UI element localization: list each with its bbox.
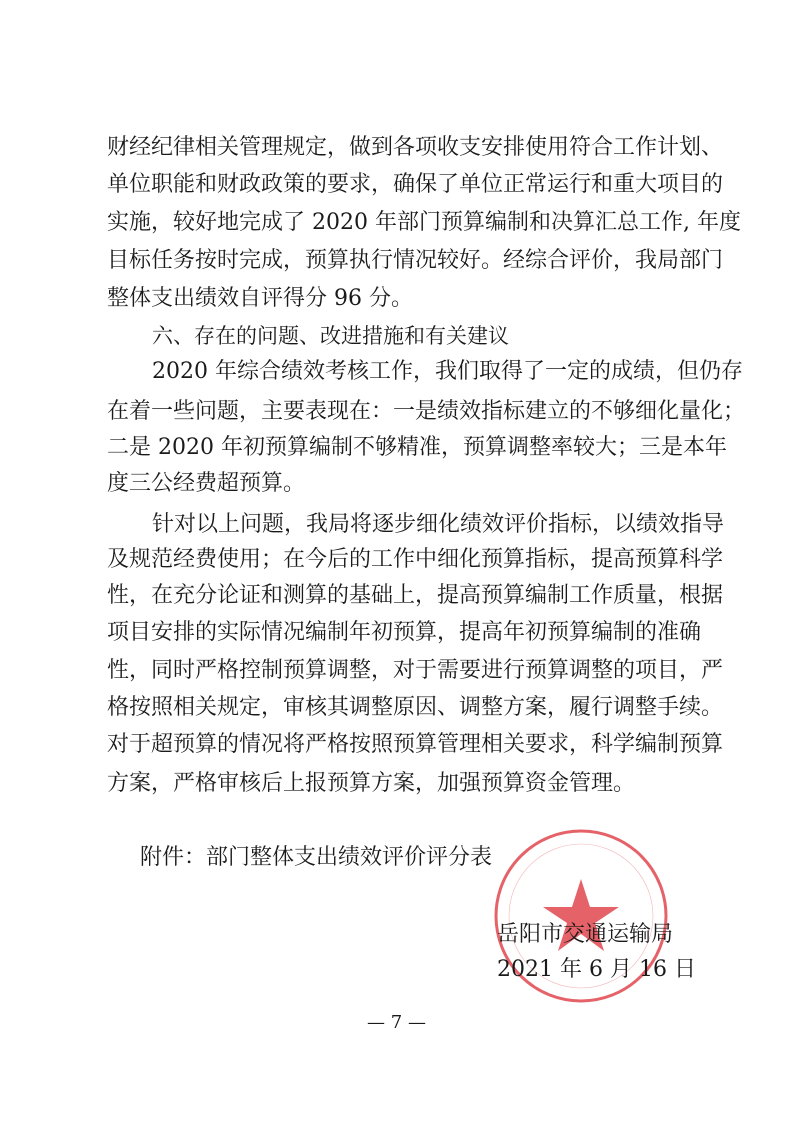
text-line: 财经纪律相关管理规定，做到各项收支安排使用符合工作计划、 [107,135,724,160]
text-line: 在着一些问题，主要表现在：一是绩效指标建立的不够细化量化； [107,399,746,424]
text-line: 实施，较好地完成了 2020 年部门预算编制和决算汇总工作, 年度 [107,210,741,235]
text-line: 格按照相关规定，审核其调整原因、调整方案，履行调整手续。 [107,695,724,720]
attachment-note: 附件：部门整体支出绩效评价评分表 [140,845,493,870]
text-line: 及规范经费使用；在今后的工作中细化预算指标，提高预算科学 [107,547,724,572]
text-line: 度三公经费超预算。 [107,471,306,496]
text-line: 2020 年综合绩效考核工作，我们取得了一定的成绩，但仍存 [152,359,743,384]
text-line: 单位职能和财政政策的要求，确保了单位正常运行和重大项目的 [107,172,724,197]
text-line: 项目安排的实际情况编制年初预算，提高年初预算编制的准确 [107,620,702,645]
text-line: 性，同时严格控制预算调整，对于需要进行预算调整的项目，严 [107,658,724,683]
text-line: 方案，严格审核后上报预算方案，加强预算资金管理。 [107,771,636,796]
signature-org: 岳阳市交通运输局 [497,922,674,947]
text-line: 性，在充分论证和测算的基础上，提高预算编制工作质量，根据 [107,583,724,608]
text-line: 针对以上问题，我局将逐步细化绩效评价指标，以绩效指导 [152,512,725,537]
text-line: 对于超预算的情况将严格按照预算管理相关要求，科学编制预算 [107,732,724,757]
signature-date: 2021 年 6 月 16 日 [497,957,696,982]
text-line: 整体支出绩效自评得分 96 分。 [107,286,413,311]
page-number: — 7 — [367,1012,426,1033]
section-heading: 六、存在的问题、改进措施和有关建议 [152,324,509,348]
text-line: 目标任务按时完成，预算执行情况较好。经综合评价，我局部门 [107,248,724,273]
text-line: 二是 2020 年初预算编制不够精准，预算调整率较大；三是本年 [107,435,727,460]
